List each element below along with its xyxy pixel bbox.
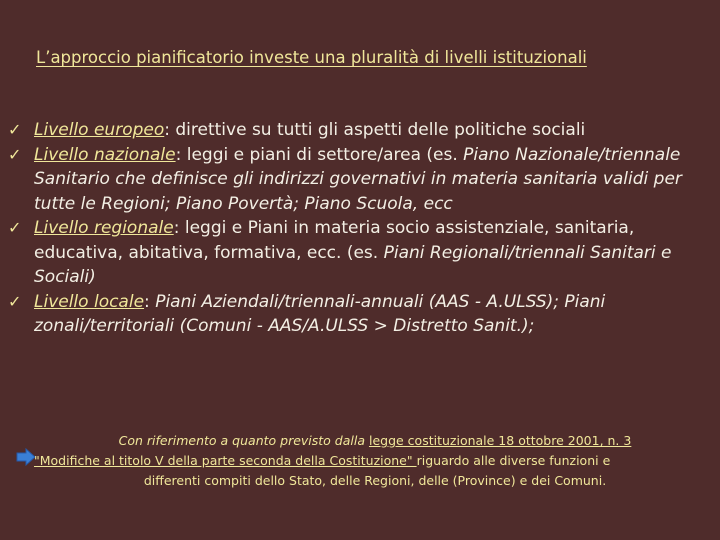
bullet-term: Livello regionale <box>34 218 174 238</box>
arrow-right-icon <box>16 448 36 466</box>
bullet-text <box>34 216 713 290</box>
note-part2: riguardo alle diverse funzioni e <box>416 453 611 468</box>
note-line-3: differenti compiti dello Stato, delle Regioni, delle (Province) e dei Comuni. <box>143 473 607 488</box>
bullet-item-locale <box>8 290 713 339</box>
bullet-list <box>8 118 713 339</box>
slide-title: L’approccio pianificatorio investe una pluralità di livelli istituzionali <box>36 48 587 67</box>
bullet-sep: : <box>164 120 170 140</box>
bullet-desc: direttive su tutti gli aspetti delle politiche sociali <box>169 120 586 140</box>
bullet-text <box>34 290 713 339</box>
bullet-sep: : <box>175 144 182 165</box>
bullet-text <box>34 118 713 143</box>
bullet-desc-italic: Piano Nazionale/triennale Sanitario che definisce gli indirizzi governativi in materia sanitaria validi per tutte le Regioni; Piano Povertà; Piano Scuola, ecc <box>34 144 682 214</box>
bullet-term: Livello locale <box>34 291 145 312</box>
bullet-desc-italic: Piani Regionali/triennali Sanitari e Sociali) <box>34 242 672 287</box>
note-line-2 <box>34 451 716 471</box>
checkmark-icon: ✓ <box>8 144 22 164</box>
checkmark-icon: ✓ <box>8 291 22 311</box>
checkmark-icon: ✓ <box>8 120 22 139</box>
checkmark-icon: ✓ <box>8 218 22 237</box>
bullet-term: Livello nazionale <box>34 144 176 165</box>
note-law-link: legge costituzionale 18 ottobre 2001, n. 3 <box>368 433 632 448</box>
bullet-desc: leggi e piani di settore/area (es. <box>181 144 464 165</box>
bullet-item-nazionale <box>8 143 713 217</box>
bullet-term: Livello europeo <box>34 120 165 140</box>
bullet-item-regionale <box>8 216 713 290</box>
note-law-title: "Modifiche al titolo V della parte seconda della Costituzione" <box>34 453 417 468</box>
bullet-desc-italic: Piani Aziendali/triennali-annuali (AAS - A.ULSS); Piani zonali/territoriali (Comuni - AAS/A.ULSS > Distretto Sanit.); <box>34 291 606 336</box>
bullet-item-europeo <box>8 118 713 143</box>
bullet-sep: : <box>144 291 150 312</box>
bullet-desc: leggi e Piani in materia socio assistenziale, sanitaria, educativa, abitativa, formativa, ecc. (es. <box>34 218 635 263</box>
bullet-sep: : <box>173 218 180 238</box>
bullet-text <box>34 143 713 217</box>
note-line-1 <box>34 431 716 451</box>
constitutional-note <box>34 431 716 491</box>
note-intro: Con riferimento a quanto previsto dalla <box>118 433 369 448</box>
